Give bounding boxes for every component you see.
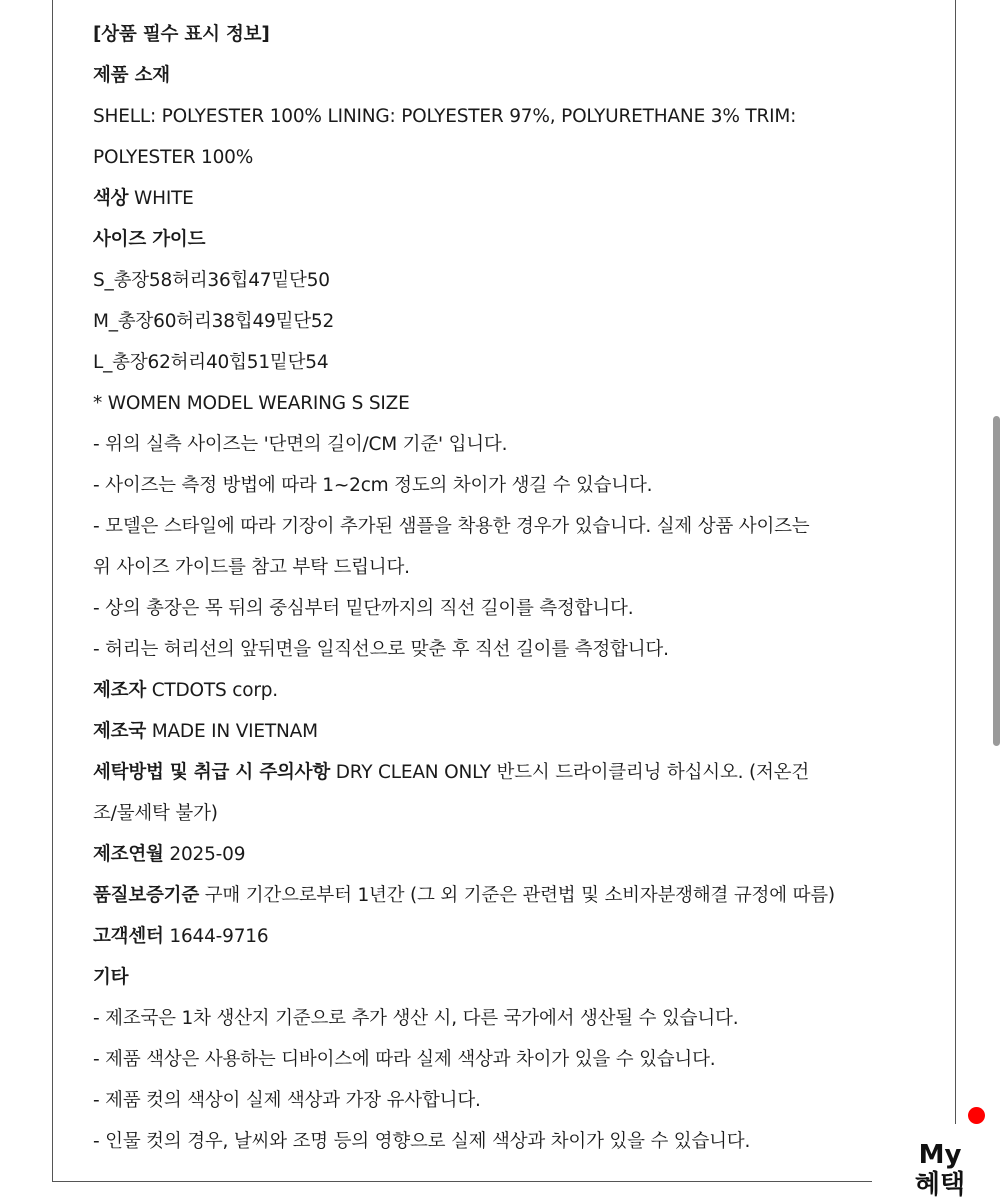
info-line [93, 875, 933, 916]
info-line-value: CTDOTS corp. [146, 680, 278, 701]
info-line [93, 137, 933, 178]
info-line-label: 세탁방법 및 취급 시 주의사항 [93, 762, 331, 783]
info-line-label: 제품 소재 [93, 65, 170, 86]
info-line [93, 14, 933, 55]
info-line-label: 품질보증기준 [93, 885, 200, 906]
info-line [93, 670, 933, 711]
info-line-value: 2025-09 [163, 844, 246, 865]
info-line [93, 424, 933, 465]
info-line-label: [상품 필수 표시 정보] [93, 24, 270, 45]
info-line [93, 96, 933, 137]
info-line-value: 위 사이즈 가이드를 참고 부탁 드립니다. [93, 557, 410, 578]
info-line-value: DRY CLEAN ONLY 반드시 드라이클리닝 하십시오. (저온건 [330, 762, 810, 783]
notification-dot [968, 1107, 985, 1124]
info-line [93, 711, 933, 752]
info-line [93, 506, 933, 547]
info-line-value: M_총장60허리38힙49밑단52 [93, 311, 335, 332]
info-line-label: 제조자 [93, 680, 147, 701]
info-line [93, 629, 933, 670]
info-line [93, 301, 933, 342]
info-line [93, 998, 933, 1039]
info-line [93, 957, 933, 998]
info-line-label: 기타 [93, 967, 129, 988]
info-line [93, 916, 933, 957]
info-line-value: - 제품 컷의 색상이 실제 색상과 가장 유사합니다. [93, 1090, 481, 1111]
info-line-label: 색상 [93, 188, 129, 209]
info-line [93, 55, 933, 96]
info-line-value: - 인물 컷의 경우, 날씨와 조명 등의 영향으로 실제 색상과 차이가 있을 수 있습니다. [93, 1131, 751, 1152]
info-line [93, 260, 933, 301]
info-line-value: * WOMEN MODEL WEARING S SIZE [93, 393, 410, 414]
info-line-value: - 모델은 스타일에 따라 기장이 추가된 샘플을 착용한 경우가 있습니다. 실제 상품 사이즈는 [93, 516, 810, 537]
info-line-label: 사이즈 가이드 [93, 229, 206, 250]
info-line-value: MADE IN VIETNAM [146, 721, 318, 742]
info-line [93, 547, 933, 588]
scrollbar-thumb[interactable] [993, 416, 1000, 746]
info-line [93, 1080, 933, 1121]
product-info-content [93, 14, 933, 1162]
info-line [93, 342, 933, 383]
info-line-value: S_총장58허리36힙47밑단50 [93, 270, 330, 291]
info-line-value: - 위의 실측 사이즈는 '단면의 길이/CM 기준' 입니다. [93, 434, 508, 455]
info-line-value: - 제품 색상은 사용하는 디바이스에 따라 실제 색상과 차이가 있을 수 있습니다. [93, 1049, 716, 1070]
info-line-value: 1644-9716 [163, 926, 269, 947]
info-line [93, 465, 933, 506]
info-line-value: POLYESTER 100% [93, 147, 254, 168]
info-line-label: 제조국 [93, 721, 147, 742]
info-line-value: SHELL: POLYESTER 100% LINING: POLYESTER 97%, POLYURETHANE 3% TRIM: [93, 106, 797, 127]
info-line [93, 834, 933, 875]
info-line-value: 조/물세탁 불가) [93, 803, 218, 824]
info-line-label: 제조연월 [93, 844, 164, 865]
info-line-label: 고객센터 [93, 926, 164, 947]
info-line-value: - 사이즈는 측정 방법에 따라 1~2cm 정도의 차이가 생길 수 있습니다. [93, 475, 653, 496]
my-benefits-button[interactable] [872, 1124, 1008, 1200]
info-line [93, 1121, 933, 1162]
info-line-value: - 제조국은 1차 생산지 기준으로 추가 생산 시, 다른 국가에서 생산될 수 있습니다. [93, 1008, 739, 1029]
info-line [93, 178, 933, 219]
info-line [93, 752, 933, 793]
info-line-value: - 상의 총장은 목 뒤의 중심부터 밑단까지의 직선 길이를 측정합니다. [93, 598, 634, 619]
info-line [93, 793, 933, 834]
info-line [93, 383, 933, 424]
info-line [93, 588, 933, 629]
info-line [93, 1039, 933, 1080]
info-line [93, 219, 933, 260]
my-benefits-label-line1: My [918, 1140, 962, 1170]
info-line-value: L_총장62허리40힙51밑단54 [93, 352, 329, 373]
info-line-value: - 허리는 허리선의 앞뒤면을 일직선으로 맞춘 후 직선 길이를 측정합니다. [93, 639, 669, 660]
my-benefits-label-line2: 혜택 [914, 1170, 966, 1200]
info-line-value: 구매 기간으로부터 1년간 (그 외 기준은 관련법 및 소비자분쟁해결 규정에 따름) [199, 885, 835, 906]
info-line-value: WHITE [128, 188, 194, 209]
